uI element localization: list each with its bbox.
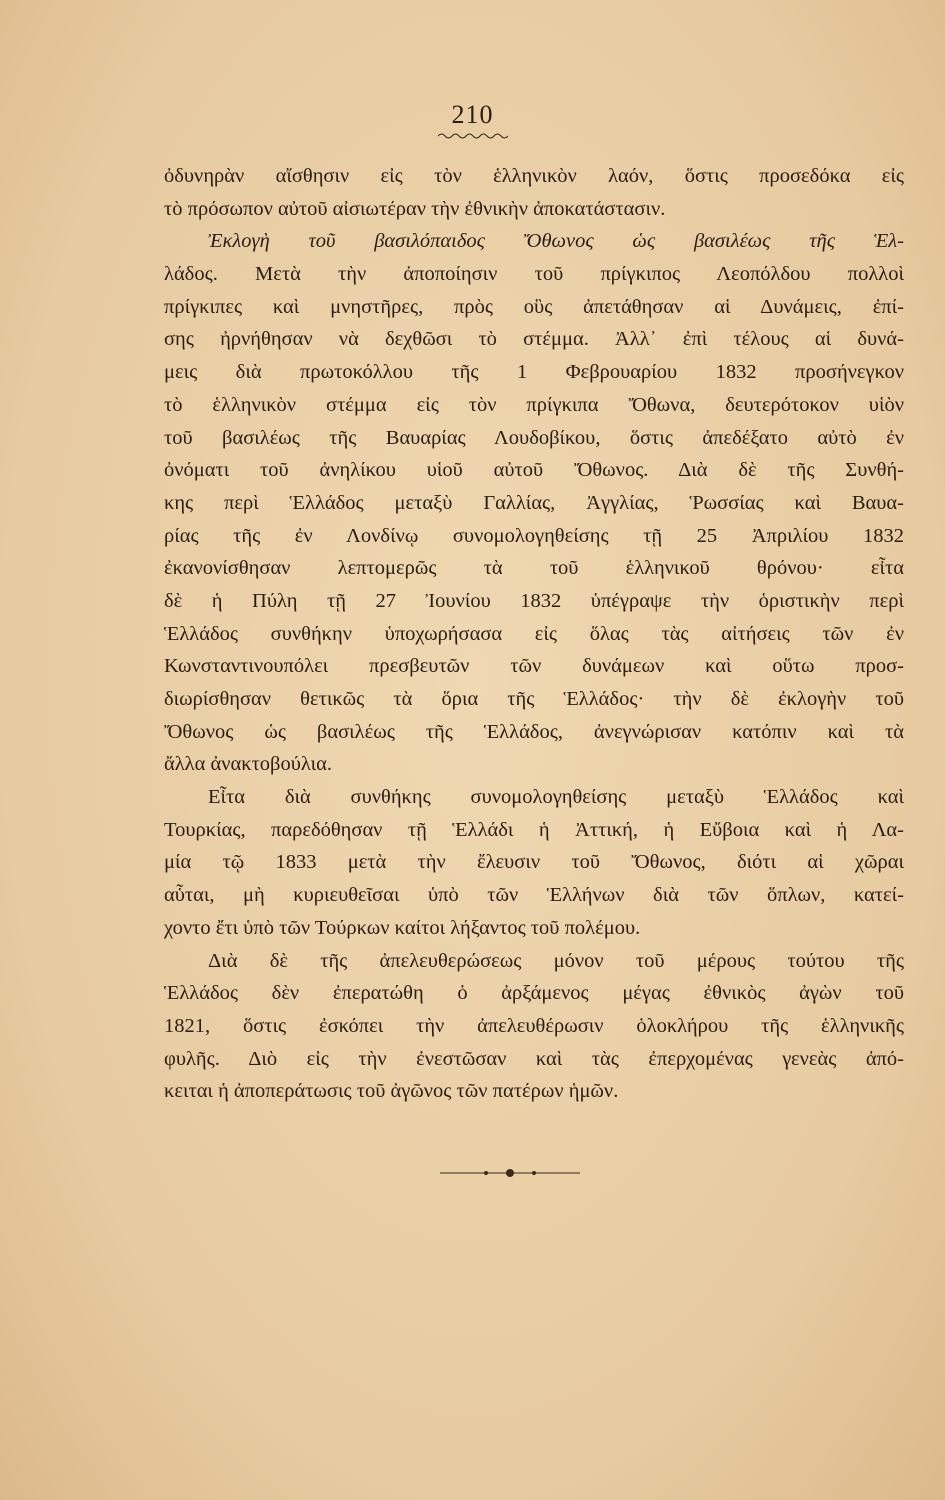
page-number: 210 — [451, 100, 494, 129]
text-line: ἄλλα ἀνακτοβούλια. — [164, 753, 332, 776]
text-line: πρίγκιπες καὶ μνηστῆρες, πρὸς οὓς ἀπετάθησαν αἱ Δυνάμεις, ἐπί- — [164, 295, 904, 318]
paragraph-4 — [164, 945, 904, 1108]
text-line: Εἶτα διὰ συνθήκης συνομολογηθείσης μεταξὺ Ἑλλάδος καὶ — [208, 786, 904, 809]
text-line: μία τῷ 1833 μετὰ τὴν ἔλευσιν τοῦ Ὄθωνος, διότι αἱ χῶραι — [164, 851, 904, 874]
text-line: Ἑλλάδος δὲν ἐπερατώθη ὁ ἀρξάμενος μέγας ἐθνικὸς ἀγὼν τοῦ — [164, 982, 904, 1005]
text-line: τὸ πρόσωπον αὐτοῦ αἰσιωτέραν τὴν ἐθνικὴν ἀποκατάστασιν. — [164, 197, 666, 220]
text-line: μεις διὰ πρωτοκόλλου τῆς 1 Φεβρουαρίου 1832 προσήνεγκον — [164, 361, 904, 384]
text-line: Ὄθωνος ὡς βασιλέως τῆς Ἑλλάδος, ἀνεγνώρισαν κατόπιν καὶ τὰ — [164, 720, 904, 743]
text-line: ἐκανονίσθησαν λεπτομερῶς τὰ τοῦ ἑλληνικοῦ θρόνου· εἶτα — [164, 557, 904, 580]
text-line: Κωνσταντινουπόλει πρεσβευτῶν τῶν δυνάμεων καὶ οὕτω προσ- — [164, 655, 904, 678]
paragraph-1 — [164, 160, 904, 225]
text-line: σης ἠρνήθησαν νὰ δεχθῶσι τὸ στέμμα. Ἀλλ᾿ ἐπὶ τέλους αἱ δυνά- — [164, 328, 904, 351]
section-heading-line: Ἐκλογὴ τοῦ βασιλόπαιδος Ὄθωνος ὡς βασιλέως τῆς Ἑλ- — [208, 230, 904, 253]
text-line: Διὰ δὲ τῆς ἀπελευθερώσεως μόνον τοῦ μέρους τούτου τῆς — [208, 949, 904, 972]
text-line: τὸ ἑλληνικὸν στέμμα εἰς τὸν πρίγκιπα Ὄθωνα, δευτερότοκον υἱὸν — [164, 393, 904, 416]
text-line: αὗται, μὴ κυριευθεῖσαι ὑπὸ τῶν Ἑλλήνων διὰ τῶν ὅπλων, κατεί- — [164, 884, 904, 907]
text-line: κειται ἡ ἀποπεράτωσις τοῦ ἀγῶνος τῶν πατέρων ἡμῶν. — [164, 1080, 619, 1103]
text-line: λάδος. Μετὰ τὴν ἀποποίησιν τοῦ πρίγκιπος Λεοπόλδου πολλοὶ — [164, 263, 904, 286]
paragraph-3 — [164, 781, 904, 944]
text-line: διωρίσθησαν θετικῶς τὰ ὅρια τῆς Ἑλλάδος· τὴν δὲ ἐκλογὴν τοῦ — [164, 688, 904, 710]
text-line: ρίας τῆς ἐν Λονδίνῳ συνομολογηθείσης τῇ 25 Ἀπριλίου 1832 — [164, 524, 904, 547]
text-line: χοντο ἔτι ὑπὸ τῶν Τούρκων καίτοι λήξαντος τοῦ πολέμου. — [164, 916, 641, 939]
text-line: τοῦ βασιλέως τῆς Βαυαρίας Λουδοβίκου, ὅστις ἀπεδέξατο αὐτὸ ἐν — [164, 426, 904, 449]
page-header — [0, 100, 945, 140]
text-line: ὀνόματι τοῦ ἀνηλίκου υἱοῦ αὐτοῦ Ὄθωνος. Διὰ δὲ τῆς Συνθή- — [164, 459, 904, 482]
paragraph-2 — [164, 225, 904, 781]
dot-dash-ornament-icon — [440, 1168, 580, 1178]
text-line: φυλῆς. Διὸ εἰς τὴν ἐνεστῶσαν καὶ τὰς ἐπερχομένας γενεὰς ἀπό- — [164, 1047, 904, 1070]
text-line: Ἑλλάδος συνθήκην ὑποχωρήσασα εἰς ὅλας τὰς αἰτήσεις τῶν ἐν — [164, 622, 904, 645]
wavy-rule-icon — [438, 132, 508, 140]
text-line: Τουρκίας, παρεδόθησαν τῇ Ἑλλάδι ἡ Ἀττική, ἡ Εὔβοια καὶ ἡ Λα- — [164, 818, 904, 841]
body-text — [164, 160, 904, 1108]
text-line: ὀδυνηρὰν αἴσθησιν εἰς τὸν ἑλληνικὸν λαόν, ὅστις προσεδόκα εἰς — [164, 165, 904, 187]
text-line: δὲ ἡ Πύλη τῇ 27 Ἰουνίου 1832 ὑπέγραψε τὴν ὁριστικὴν περὶ — [164, 589, 904, 612]
text-line: 1821, ὅστις ἐσκόπει τὴν ἀπελευθέρωσιν ὁλοκλήρου τῆς ἑλληνικῆς — [164, 1014, 904, 1037]
text-line: κης περὶ Ἑλλάδος μεταξὺ Γαλλίας, Ἀγγλίας, Ῥωσσίας καὶ Βαυα- — [164, 491, 904, 514]
